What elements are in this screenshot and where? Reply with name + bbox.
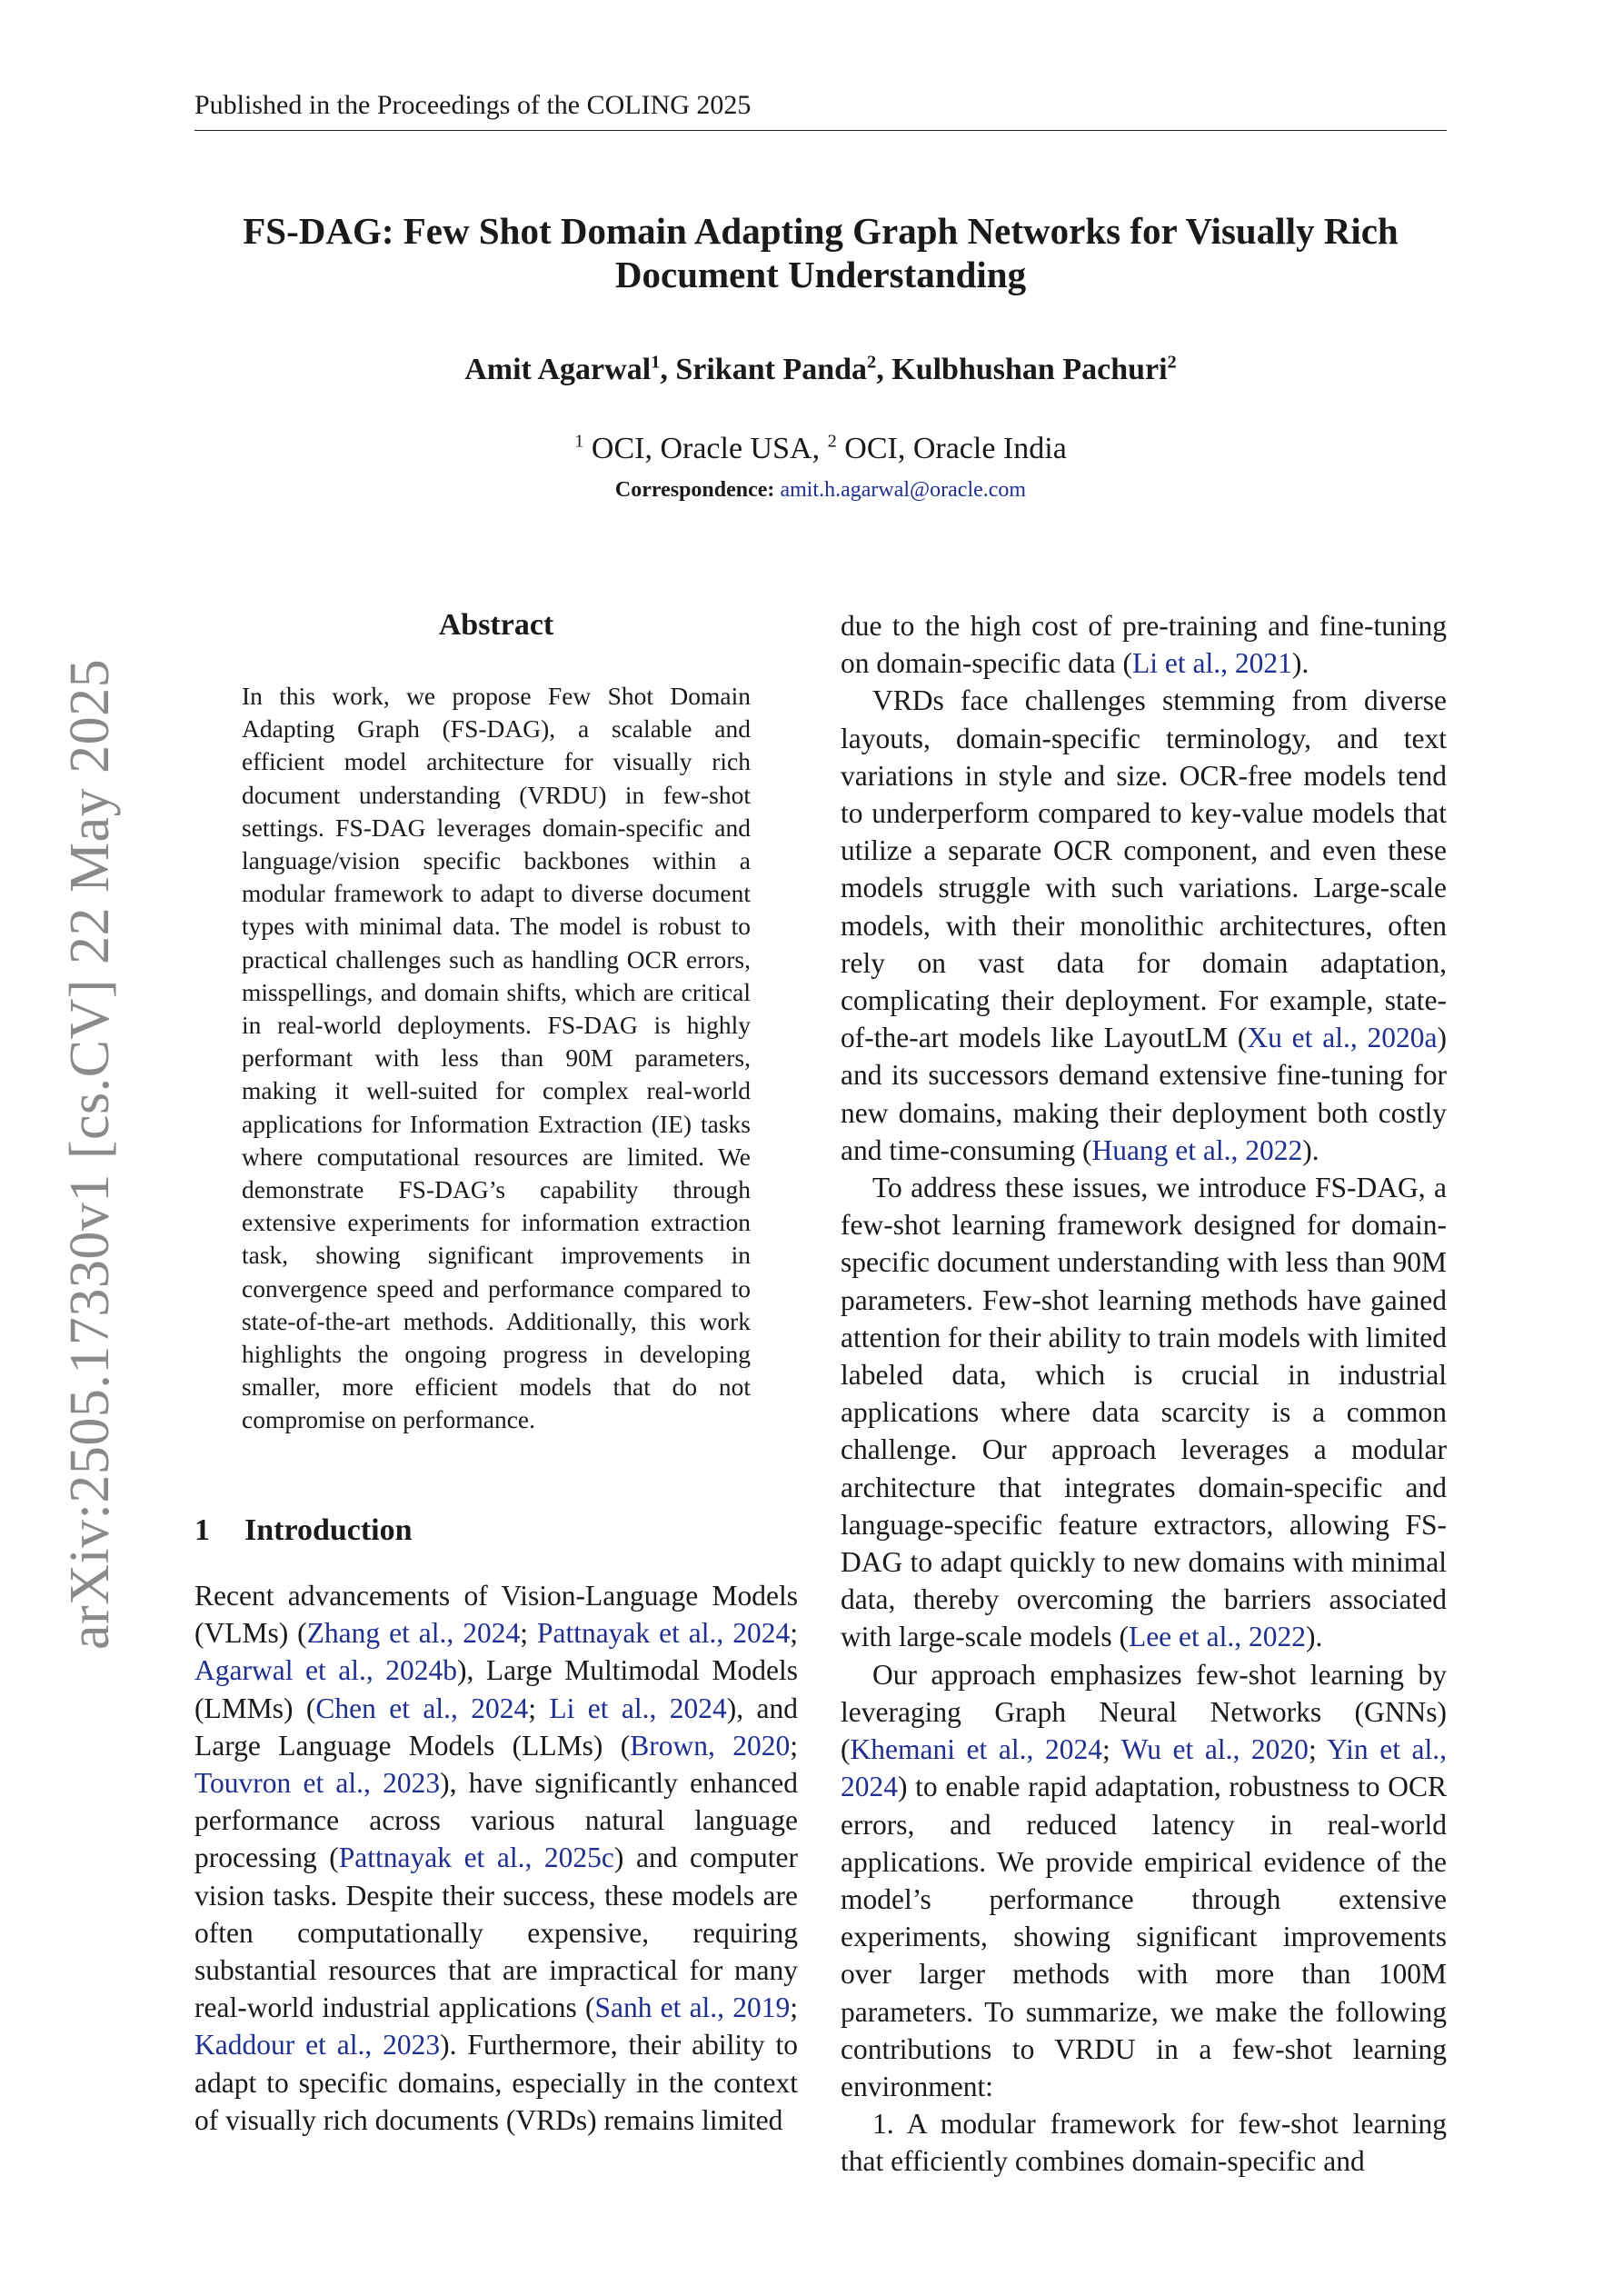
citation-link[interactable]: Wu et al., 2020	[1120, 1733, 1309, 1766]
affil-mark: 1	[574, 431, 584, 452]
body-text: ) and computer vision tasks. Despite their success, these models are often computationally expensive, requiring substantial resources that are impractical for many real-world industrial applications (	[194, 1842, 798, 2024]
intro-paragraph	[841, 1169, 1447, 1656]
body-text: ) to enable rapid adaptation, robustness to OCR errors, and reduced latency in real-world applications. We provide empirical evidence of the model’s performance through extensive experiments, showing significant improvements over larger methods with more than 100M parameters. To summarize, we make the following contributions to VRDU in a few-shot learning environment:	[841, 1771, 1447, 2102]
author-separator: ,	[660, 353, 676, 386]
body-text: ;	[790, 1992, 799, 2024]
author-name: Kulbhushan Pachuri	[891, 353, 1168, 386]
header-rule	[194, 130, 1447, 131]
author-affil-mark: 2	[1167, 352, 1177, 373]
body-text: ;	[528, 1692, 550, 1724]
body-text: ), and Large Language Models (LLMs) (	[194, 1692, 798, 1762]
abstract-heading: Abstract	[438, 608, 554, 642]
body-text: Our approach emphasizes few-shot learning by leveraging Graph Neural Networks (GNNs) (	[841, 1658, 1447, 1766]
citation-link[interactable]: Agarwal et al., 2024b	[194, 1654, 457, 1687]
body-text: ;	[1308, 1733, 1328, 1766]
abstract-body: In this work, we propose Few Shot Domain Adapting Graph (FS-DAG), a scalable and efficient model architecture for visually rich document understanding (VRDU) in few-shot settings. FS-DAG leverages domain-specific and language/vision specific backbones within a modular framework to adapt to diverse document types with minimal data. The model is robust to practical challenges such as handling OCR errors, misspellings, and domain shifts, which are critical in real-world deployments. FS-DAG is highly performant with less than 90M parameters, making it well-suited for complex real-world applications for Information Extraction (IE) tasks where computational resources are limited. We demonstrate FS-DAG’s capability through extensive experiments for information extraction task, showing significant improvements in convergence speed and performance compared to state-of-the-art methods. Additionally, this work highlights the ongoing progress in developing smaller, more efficient models that do not compromise on performance.	[242, 682, 751, 1434]
correspondence-label: Correspondence:	[614, 478, 775, 502]
title-line-1: FS-DAG: Few Shot Domain Adapting Graph Networks for Visually Rich	[243, 210, 1399, 252]
citation-link[interactable]: Pattnayak et al., 2024	[536, 1617, 791, 1650]
left-column-text	[194, 1577, 798, 2139]
body-text: ). Furthermore, their ability to adapt to specific domains, especially in the context of visually rich documents (VRDs) remains limited	[194, 2029, 798, 2136]
author-affil-mark: 1	[651, 352, 661, 373]
citation-link[interactable]: Chen et al., 2024	[315, 1692, 529, 1724]
body-text: ;	[1101, 1733, 1121, 1766]
citation-link[interactable]: Huang et al., 2022	[1091, 1133, 1303, 1166]
citation-link[interactable]: Zhang et al., 2024	[306, 1617, 521, 1650]
body-text: ), have significantly enhanced performance across various natural language processing (	[194, 1767, 798, 1874]
affil-text: OCI, Oracle USA,	[583, 432, 828, 465]
author-name: Srikant Panda	[675, 353, 868, 386]
affiliations	[194, 429, 1447, 469]
author-affil-mark: 2	[867, 352, 877, 373]
body-text: ) and its successors demand extensive fine-tuning for new domains, making their deployment both costly and time-consuming (	[841, 1022, 1447, 1166]
citation-link[interactable]: Pattnayak et al., 2025c	[338, 1842, 614, 1874]
citation-link[interactable]: Kaddour et al., 2023	[194, 2029, 441, 2061]
citation-link[interactable]: Li et al., 2024	[549, 1692, 727, 1724]
citation-link[interactable]: Yin et al., 2024	[841, 1733, 1448, 1803]
body-text: VRDs face challenges stemming from diverse layouts, domain-specific terminology, and text variations in style and size. OCR-free models tend to underperform compared to key-value models that utilize a separate OCR component, and even these models struggle with such variations. Large-scale models, with their monolithic architectures, often rely on vast data for domain adaptation, complicating their deployment. For example, state-of-the-art models like LayoutLM (	[841, 684, 1447, 1054]
body-text: To address these issues, we introduce FS-DAG, a few-shot learning framework designed for domain-specific document understanding with less than 90M parameters. Few-shot learning methods have gained attention for their ability to train models with limited labeled data, which is crucial in industrial applications where data scarcity is a common challenge. Our approach leverages a modular architecture that integrates domain-specific and language-specific feature extractors, allowing FS-DAG to adapt quickly to new domains with minimal data, thereby overcoming the barriers associated with large-scale models (	[841, 1172, 1447, 1653]
author-separator: ,	[876, 353, 892, 386]
section-heading-introduction	[194, 1511, 798, 1551]
arxiv-identifier-stamp: arXiv:2505.17330v1 [cs.CV] 22 May 2025	[59, 658, 121, 1650]
body-text: ).	[1306, 1621, 1323, 1653]
body-text: ;	[790, 1729, 799, 1762]
title-line-2: Document Understanding	[614, 254, 1027, 295]
email-link[interactable]: amit.h.agarwal@oracle.com	[780, 478, 1027, 502]
citation-link[interactable]: Lee et al., 2022	[1128, 1621, 1306, 1653]
citation-link[interactable]: Khemani et al., 2024	[850, 1733, 1102, 1766]
citation-link[interactable]: Li et al., 2021	[1132, 647, 1292, 680]
section-number: 1	[194, 1513, 210, 1547]
citation-link[interactable]: Xu et al., 2020a	[1247, 1022, 1438, 1054]
body-text: ), Large Multimodal Models (LMMs) (	[194, 1654, 798, 1724]
body-text: ;	[790, 1617, 798, 1650]
correspondence	[194, 476, 1447, 504]
body-text: ;	[520, 1617, 537, 1650]
intro-paragraph	[841, 682, 1447, 1169]
intro-paragraph	[841, 607, 1447, 682]
body-text: due to the high cost of pre-training and fine-tuning on domain-specific data (	[841, 610, 1447, 680]
body-text: ).	[1291, 647, 1309, 680]
body-text: 1. A modular framework for few-shot learning that efficiently combines domain-specific and	[841, 2108, 1447, 2178]
body-text: ).	[1302, 1133, 1319, 1166]
citation-link[interactable]: Sanh et al., 2019	[594, 1992, 791, 2024]
paper-title	[194, 209, 1447, 296]
affil-mark: 2	[827, 431, 837, 452]
section-title: Introduction	[244, 1513, 413, 1547]
author-name: Amit Agarwal	[464, 353, 652, 386]
contribution-list-item	[841, 2105, 1447, 2180]
running-head: Published in the Proceedings of the COLING 2025	[194, 90, 752, 120]
body-text: Recent advancements of Vision-Language Models (VLMs) (	[194, 1580, 798, 1650]
intro-paragraph	[841, 1656, 1447, 2105]
affil-text: OCI, Oracle India	[836, 432, 1067, 465]
citation-link[interactable]: Touvron et al., 2023	[194, 1767, 441, 1800]
intro-paragraph	[194, 1577, 798, 2139]
author-list	[194, 350, 1447, 390]
right-column-text	[841, 607, 1447, 2181]
citation-link[interactable]: Brown, 2020	[630, 1729, 791, 1762]
